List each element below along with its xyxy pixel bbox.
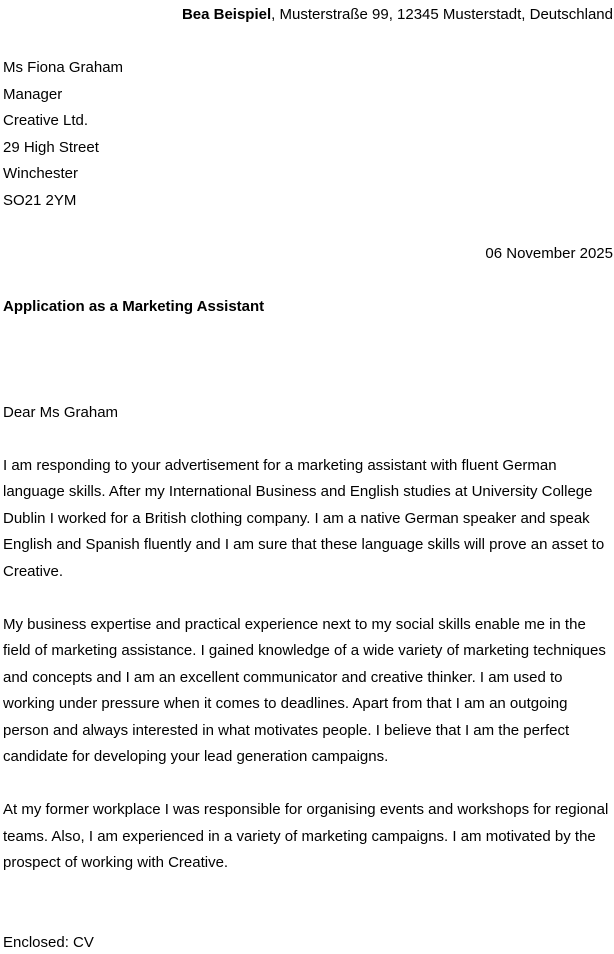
enclosure-line: Enclosed: CV [3,933,94,951]
subject-line: Application as a Marketing Assistant [3,297,265,315]
recipient-role-line: Manager [3,85,63,103]
recipient-name-line: Ms Fiona Graham [3,59,124,76]
recipient-postcode-line: SO21 2YM [3,191,77,209]
body-paragraph-3: At my former workplace I was responsible for organising events and workshops for regional teams. Also, I am experienced in a variety of marketing campaigns. I am motivated by the prospect of working with Creative. [3,801,609,871]
letter-date: 06 November 2025 [485,244,613,262]
sender-name: Bea Beispiel [181,6,272,23]
recipient-address-block [3,55,614,214]
recipient-company-line: Creative Ltd. [3,112,89,129]
sender-address: , Musterstraße 99, 12345 Musterstadt, Deutschland [271,6,613,23]
recipient-city-line: Winchester [3,165,79,182]
body-paragraph-1: I am responding to your advertisement for a marketing assistant with fluent German language skills. After my International Business and English studies at University College Dublin I worked for a British clothing company. I am a native German speaker and speak English and Spanish fluently and I am sure that these language skills will prove an asset to Creative. [3,456,605,580]
sender-line [3,2,614,29]
recipient-street-line: 29 High Street [3,138,99,156]
salutation-line: Dear Ms Graham [3,403,119,421]
body-paragraph-2: My business expertise and practical experience next to my social skills enable me in the field of marketing assistance. I gained knowledge of a wide variety of marketing techniques and concepts and I am an excellent communicator and creative thinker. I am used to working under pressure when it comes to deadlines. Apart from that I am an outgoing person and always interested in what motivates people. I believe that I am the perfect candidate for developing your lead generation campaigns. [3,615,606,765]
